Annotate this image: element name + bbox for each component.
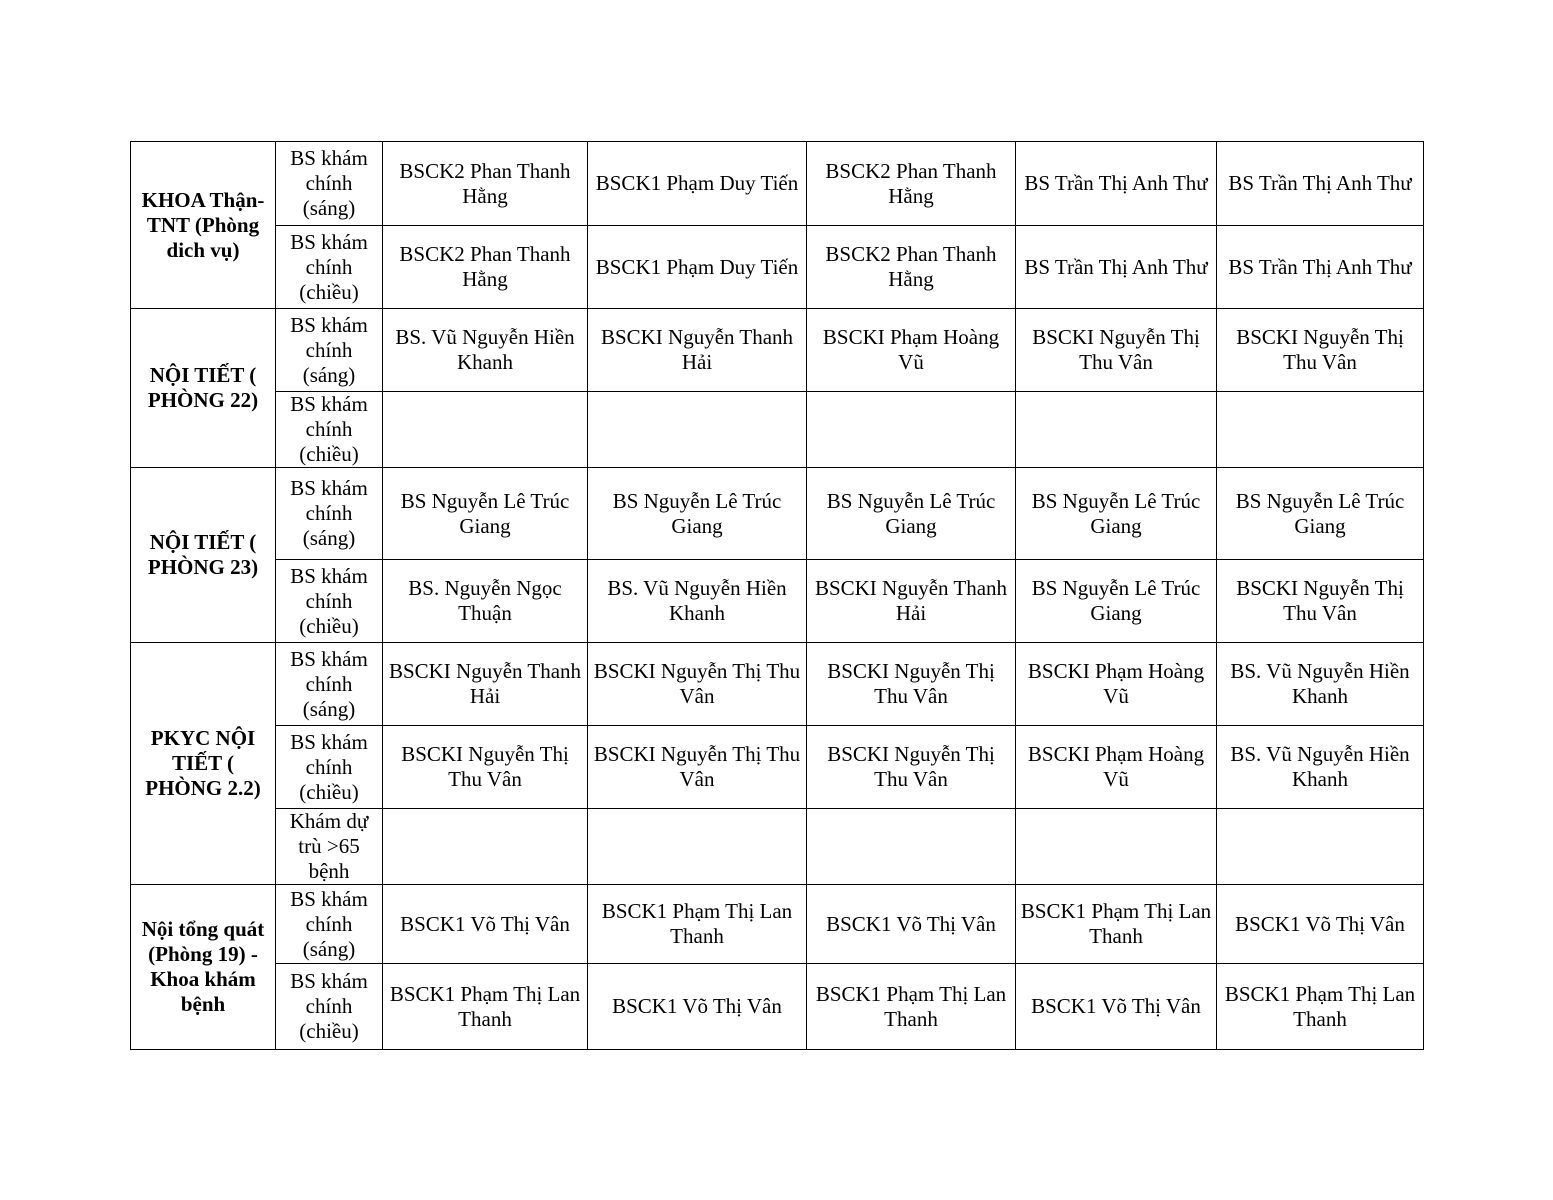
session-cell: BS khám chính (sáng)	[276, 309, 383, 392]
doctor-cell: BS. Nguyễn Ngọc Thuận	[383, 560, 588, 643]
doctor-cell: BSCK1 Võ Thị Vân	[807, 885, 1016, 964]
doctor-cell	[807, 809, 1016, 885]
table-row	[131, 643, 1424, 726]
doctor-cell: BSCKI Phạm Hoàng Vũ	[1016, 643, 1217, 726]
table-row	[131, 885, 1424, 964]
table-row	[131, 309, 1424, 392]
doctor-cell: BSCKI Nguyễn Thị Thu Vân	[1217, 309, 1424, 392]
session-cell: BS khám chính (chiều)	[276, 226, 383, 309]
table-row	[131, 142, 1424, 226]
department-cell: NỘI TIẾT ( PHÒNG 23)	[131, 468, 276, 643]
doctor-cell: BS Trần Thị Anh Thư	[1217, 226, 1424, 309]
doctor-cell: BS. Vũ Nguyễn Hiền Khanh	[1217, 643, 1424, 726]
department-cell: KHOA Thận-TNT (Phòng dich vụ)	[131, 142, 276, 309]
doctor-cell	[383, 809, 588, 885]
doctor-cell	[807, 392, 1016, 468]
doctor-cell: BSCKI Nguyễn Thị Thu Vân	[588, 726, 807, 809]
doctor-cell	[1016, 392, 1217, 468]
doctor-cell: BSCK1 Phạm Thị Lan Thanh	[1217, 964, 1424, 1050]
doctor-cell: BSCKI Phạm Hoàng Vũ	[807, 309, 1016, 392]
doctor-cell: BSCK2 Phan Thanh Hằng	[383, 226, 588, 309]
session-cell: BS khám chính (sáng)	[276, 885, 383, 964]
doctor-cell: BSCKI Nguyễn Thị Thu Vân	[807, 643, 1016, 726]
doctor-cell	[383, 392, 588, 468]
doctor-cell: BSCK1 Võ Thị Vân	[1217, 885, 1424, 964]
doctor-cell: BS. Vũ Nguyễn Hiền Khanh	[588, 560, 807, 643]
table-row	[131, 226, 1424, 309]
doctor-cell	[1016, 809, 1217, 885]
doctor-cell: BS Nguyễn Lê Trúc Giang	[588, 468, 807, 560]
session-cell: Khám dự trù >65 bệnh	[276, 809, 383, 885]
doctor-cell: BSCK2 Phan Thanh Hằng	[807, 142, 1016, 226]
session-cell: BS khám chính (sáng)	[276, 468, 383, 560]
table-row	[131, 392, 1424, 468]
session-cell: BS khám chính (sáng)	[276, 142, 383, 226]
doctor-cell	[588, 809, 807, 885]
doctor-cell: BSCK1 Võ Thị Vân	[383, 885, 588, 964]
doctor-cell: BS Trần Thị Anh Thư	[1016, 142, 1217, 226]
table-row	[131, 560, 1424, 643]
doctor-cell: BS Nguyễn Lê Trúc Giang	[383, 468, 588, 560]
doctor-cell: BSCKI Nguyễn Thanh Hải	[807, 560, 1016, 643]
doctor-cell: BSCKI Nguyễn Thị Thu Vân	[383, 726, 588, 809]
session-cell: BS khám chính (chiều)	[276, 560, 383, 643]
schedule-table	[130, 141, 1424, 1050]
doctor-cell: BSCK1 Võ Thị Vân	[588, 964, 807, 1050]
doctor-cell: BSCKI Nguyễn Thanh Hải	[588, 309, 807, 392]
doctor-cell: BS Trần Thị Anh Thư	[1217, 142, 1424, 226]
doctor-cell: BS. Vũ Nguyễn Hiền Khanh	[383, 309, 588, 392]
doctor-cell: BSCK1 Phạm Duy Tiến	[588, 226, 807, 309]
doctor-cell: BS Nguyễn Lê Trúc Giang	[807, 468, 1016, 560]
session-cell: BS khám chính (sáng)	[276, 643, 383, 726]
doctor-cell: BSCKI Phạm Hoàng Vũ	[1016, 726, 1217, 809]
doctor-cell: BSCK1 Phạm Thị Lan Thanh	[1016, 885, 1217, 964]
session-cell: BS khám chính (chiều)	[276, 726, 383, 809]
table-row	[131, 964, 1424, 1050]
department-cell: NỘI TIẾT ( PHÒNG 22)	[131, 309, 276, 468]
doctor-cell	[1217, 809, 1424, 885]
doctor-cell: BSCK1 Phạm Thị Lan Thanh	[588, 885, 807, 964]
department-cell: PKYC NỘI TIẾT ( PHÒNG 2.2)	[131, 643, 276, 885]
doctor-cell: BS Trần Thị Anh Thư	[1016, 226, 1217, 309]
doctor-cell: BS. Vũ Nguyễn Hiền Khanh	[1217, 726, 1424, 809]
doctor-cell	[1217, 392, 1424, 468]
doctor-cell: BSCK1 Phạm Duy Tiến	[588, 142, 807, 226]
session-cell: BS khám chính (chiều)	[276, 964, 383, 1050]
doctor-cell: BSCKI Nguyễn Thanh Hải	[383, 643, 588, 726]
doctor-cell	[588, 392, 807, 468]
doctor-cell: BSCK2 Phan Thanh Hằng	[383, 142, 588, 226]
doctor-cell: BSCK1 Võ Thị Vân	[1016, 964, 1217, 1050]
doctor-cell: BSCKI Nguyễn Thị Thu Vân	[1016, 309, 1217, 392]
session-cell: BS khám chính (chiều)	[276, 392, 383, 468]
table-row	[131, 726, 1424, 809]
department-cell: Nội tổng quát (Phòng 19) - Khoa khám bệnh	[131, 885, 276, 1050]
doctor-cell: BSCK1 Phạm Thị Lan Thanh	[807, 964, 1016, 1050]
schedule-body	[131, 142, 1424, 1050]
doctor-cell: BSCKI Nguyễn Thị Thu Vân	[588, 643, 807, 726]
doctor-cell: BSCK2 Phan Thanh Hằng	[807, 226, 1016, 309]
doctor-cell: BS Nguyễn Lê Trúc Giang	[1016, 560, 1217, 643]
doctor-cell: BS Nguyễn Lê Trúc Giang	[1217, 468, 1424, 560]
table-row	[131, 468, 1424, 560]
doctor-cell: BSCK1 Phạm Thị Lan Thanh	[383, 964, 588, 1050]
doctor-cell: BSCKI Nguyễn Thị Thu Vân	[1217, 560, 1424, 643]
doctor-cell: BS Nguyễn Lê Trúc Giang	[1016, 468, 1217, 560]
doctor-cell: BSCKI Nguyễn Thị Thu Vân	[807, 726, 1016, 809]
table-row	[131, 809, 1424, 885]
